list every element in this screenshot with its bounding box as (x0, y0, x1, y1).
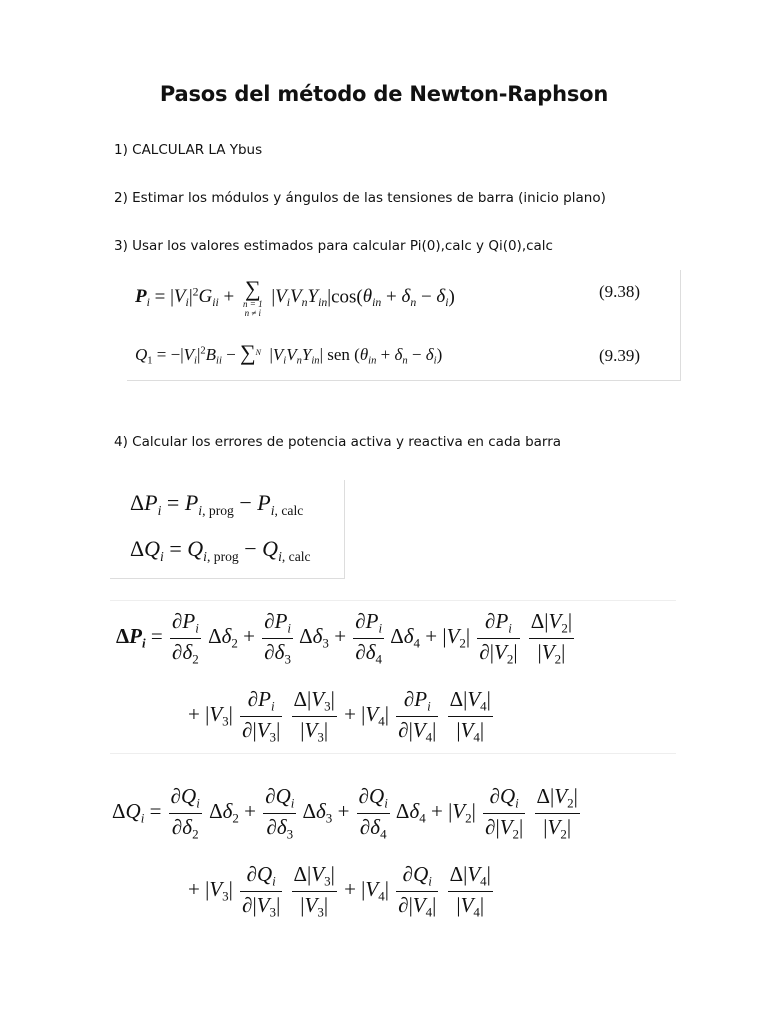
delta-p-expansion-line-1: $\Delta P_i$ = $\frac{\partial P_i}{\partial\delta_2}$ $\Delta\delta_2$ + $\frac{\partial P_i}{\partial\delta_3}$ $\Delta\delta_3$ + $\frac{\partial P_i}{\partial\delta_4}$ $\Delta\delta_4 + |V_2|$ $\frac{\partial P_i}{\partial|V_2|}$ $\frac{\Delta|V_2|}{|V_2|}$ (116, 609, 573, 667)
step-1-text: 1) CALCULAR LA Ybus (114, 142, 263, 158)
delta-p-expansion-line-2: + $|V_3|$ $\frac{\partial P_i}{\partial|V_3|}$ $\frac{\Delta|V_3|}{|V_3|}$ + $|V_4|$ $\frac{\partial P_i}{\partial|V_4|}$ $\frac{\Delta|V_4|}{|V_4|}$ (188, 687, 491, 745)
delta-q-expansion-line-1: $\Delta Q_i$ = $\frac{\partial Q_i}{\partial\delta_2}$ $\Delta\delta_2$ + $\frac{\partial Q_i}{\partial\delta_3}$ $\Delta\delta_3$ + $\frac{\partial Q_i}{\partial\delta_4}$ $\Delta\delta_4 + |V_2|$ $\frac{\partial Q_i}{\partial|V_2|}$ $\frac{\Delta|V_2|}{|V_2|}$ (112, 784, 578, 842)
power-mismatch-equations-image (110, 480, 345, 579)
power-equations-image (127, 270, 681, 381)
delta-p-expansion-image (110, 600, 676, 754)
delta-q-expansion-image (108, 776, 674, 928)
summation-symbol: ∑ n = 1 n ≠ i (243, 276, 263, 318)
equation-9-39: $Q_1 = -|V_i|^2B_{ii} - \sum^N$ $|V_iV_nY_{in}|$ sen $(\theta_{in} + \delta_n - \delta_i)$ (135, 340, 443, 367)
equation-number-9-38: (9.38) (599, 282, 641, 301)
equation-number-9-39: (9.39) (599, 346, 641, 365)
delta-p-definition: $\Delta P_i = P_{i, prog} - P_{i, calc}$ (130, 490, 304, 518)
step-4-text: 4) Calcular los errores de potencia activa y reactiva en cada barra (114, 434, 562, 450)
equation-9-38: $P_i = |V_i|^2G_{ii}$ + ∑ n = 1 n ≠ i $|V_iV_nY_{in}|\cos(\theta_{in} + \delta_n - \delta_i)$ (135, 276, 455, 318)
step-2-text: 2) Estimar los módulos y ángulos de las tensiones de barra (inicio plano) (114, 190, 606, 206)
delta-q-expansion-line-2: + $|V_3|$ $\frac{\partial Q_i}{\partial|V_3|}$ $\frac{\Delta|V_3|}{|V_3|}$ + $|V_4|$ $\frac{\partial Q_i}{\partial|V_4|}$ $\frac{\Delta|V_4|}{|V_4|}$ (188, 862, 491, 920)
page-title: Pasos del método de Newton-Raphson (159, 82, 609, 106)
step-3-text: 3) Usar los valores estimados para calcular Pi(0),calc y Qi(0),calc (114, 238, 553, 254)
delta-q-definition: $\Delta Q_i = Q_{i, prog} - Q_{i, calc}$ (130, 536, 311, 564)
